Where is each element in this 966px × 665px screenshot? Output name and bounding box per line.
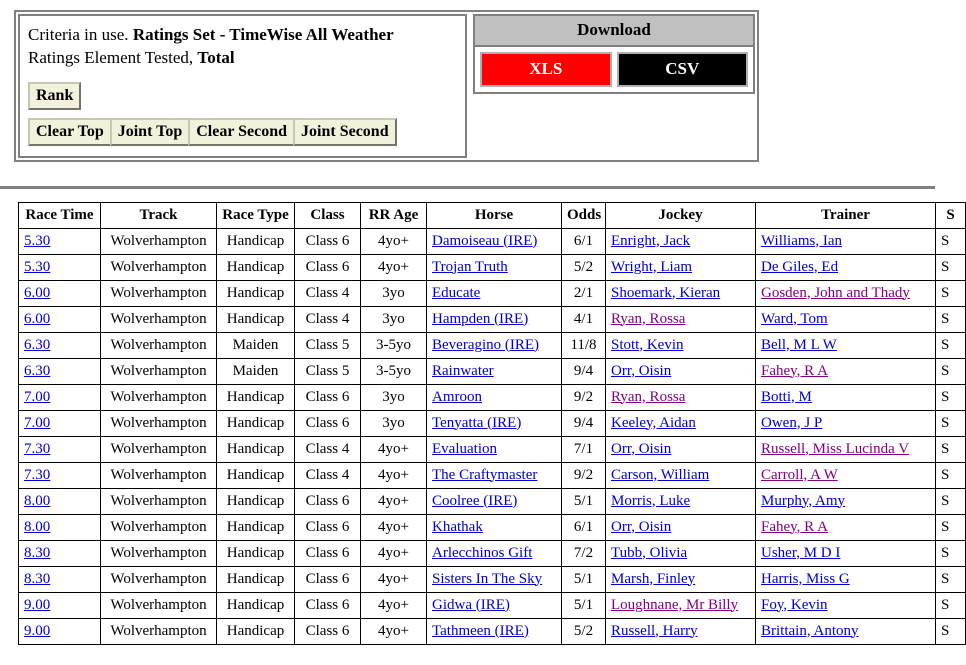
race-type-cell: Handicap [217,463,295,489]
class-cell: Class 4 [295,437,361,463]
jockey-link[interactable]: Morris, Luke [611,492,691,509]
race-time-link[interactable]: 7.30 [24,440,51,457]
odds-cell: 6/1 [562,515,606,541]
race-time-cell [19,333,101,359]
race-time-cell [19,229,101,255]
track-cell: Wolverhampton [101,619,217,645]
race-time-link[interactable]: 8.00 [24,492,51,509]
extra-cell: S [936,229,966,255]
class-cell: Class 4 [295,463,361,489]
extra-cell: S [936,281,966,307]
trainer-link[interactable]: Harris, Miss G [761,570,850,587]
race-type-cell: Handicap [217,411,295,437]
race-type-cell: Maiden [217,359,295,385]
race-time-link[interactable]: 5.30 [24,232,51,249]
header-track[interactable]: Track [101,203,217,229]
rr-age-cell: 4yo+ [361,463,427,489]
rr-age-cell: 3-5yo [361,359,427,385]
results-table-container [18,202,955,645]
header-jockey[interactable]: Jockey [606,203,756,229]
jockey-link[interactable]: Shoemark, Kieran [611,284,721,301]
jockey-link[interactable]: Keeley, Aidan [611,414,696,431]
horse-cell [427,281,562,307]
header-rr-age[interactable]: RR Age [361,203,427,229]
race-time-cell [19,385,101,411]
race-time-cell [19,463,101,489]
race-time-cell [19,593,101,619]
header-odds[interactable]: Odds [562,203,606,229]
table-row [19,515,966,541]
odds-cell: 5/2 [562,255,606,281]
clear-top-button[interactable]: Clear Top [28,118,112,146]
extra-cell: S [936,489,966,515]
race-type-cell: Handicap [217,281,295,307]
race-type-cell: Handicap [217,515,295,541]
horse-link[interactable]: Tathmeen (IRE) [432,622,529,639]
trainer-cell [756,281,936,307]
odds-cell: 2/1 [562,281,606,307]
joint-top-button[interactable]: Joint Top [110,118,190,146]
track-cell: Wolverhampton [101,541,217,567]
race-time-cell [19,541,101,567]
race-time-cell [19,359,101,385]
odds-cell: 5/1 [562,567,606,593]
table-row [19,593,966,619]
race-time-cell [19,515,101,541]
track-cell: Wolverhampton [101,463,217,489]
trainer-cell [756,463,936,489]
class-cell: Class 6 [295,411,361,437]
odds-cell: 5/1 [562,593,606,619]
jockey-link[interactable]: Enright, Jack [611,232,691,249]
track-cell: Wolverhampton [101,281,217,307]
rr-age-cell: 4yo+ [361,255,427,281]
jockey-cell [606,385,756,411]
trainer-link[interactable]: Foy, Kevin [761,596,828,613]
rr-age-cell: 3yo [361,307,427,333]
race-time-cell [19,489,101,515]
extra-cell: S [936,567,966,593]
horse-cell [427,307,562,333]
table-header-row [19,203,966,229]
trainer-link[interactable]: Bell, M L W [761,336,837,353]
extra-cell: S [936,593,966,619]
jockey-cell [606,541,756,567]
trainer-link[interactable]: Brittain, Antony [761,622,859,639]
extra-cell: S [936,255,966,281]
trainer-cell [756,255,936,281]
rr-age-cell: 3yo [361,281,427,307]
class-cell: Class 6 [295,489,361,515]
trainer-cell [756,541,936,567]
table-row [19,333,966,359]
trainer-link[interactable]: Owen, J P [761,414,823,431]
horse-link[interactable]: Educate [432,284,481,301]
trainer-cell [756,437,936,463]
download-title: Download [475,16,753,47]
race-type-cell: Handicap [217,229,295,255]
horse-cell [427,593,562,619]
download-panel [473,14,755,94]
rr-age-cell: 3yo [361,411,427,437]
track-cell: Wolverhampton [101,567,217,593]
table-row [19,437,966,463]
horse-cell [427,489,562,515]
race-time-link[interactable]: 8.00 [24,518,51,535]
race-time-link[interactable]: 6.30 [24,362,51,379]
criteria-element-prefix: Ratings Element Tested, [28,47,194,67]
race-time-link[interactable]: 7.30 [24,466,51,483]
class-cell: Class 6 [295,255,361,281]
trainer-link[interactable]: De Giles, Ed [761,258,839,275]
horse-cell [427,385,562,411]
horse-link[interactable]: Tenyatta (IRE) [432,414,522,431]
horse-link[interactable]: Rainwater [432,362,494,379]
rr-age-cell: 4yo+ [361,489,427,515]
table-row [19,411,966,437]
rr-age-cell: 4yo+ [361,437,427,463]
header-class[interactable]: Class [295,203,361,229]
odds-cell: 9/2 [562,385,606,411]
rr-age-cell: 4yo+ [361,567,427,593]
trainer-cell [756,619,936,645]
header-race-type[interactable]: Race Type [217,203,295,229]
table-row [19,567,966,593]
table-row [19,541,966,567]
jockey-link[interactable]: Wright, Liam [611,258,693,275]
track-cell: Wolverhampton [101,333,217,359]
race-type-cell: Handicap [217,307,295,333]
extra-cell: S [936,515,966,541]
race-time-cell [19,307,101,333]
jockey-cell [606,229,756,255]
jockey-cell [606,489,756,515]
odds-cell: 9/2 [562,463,606,489]
joint-second-button[interactable]: Joint Second [293,118,397,146]
horse-link[interactable]: Trojan Truth [432,258,508,275]
jockey-cell [606,515,756,541]
table-row [19,463,966,489]
race-time-link[interactable]: 6.30 [24,336,51,353]
odds-cell: 9/4 [562,411,606,437]
race-type-cell: Handicap [217,437,295,463]
trainer-link[interactable]: Williams, Ian [761,232,843,249]
horse-cell [427,333,562,359]
jockey-cell [606,463,756,489]
track-cell: Wolverhampton [101,385,217,411]
horse-cell [427,619,562,645]
rank-filter-buttons [28,118,457,146]
jockey-link[interactable]: Orr, Oisin [611,362,672,379]
clear-second-button[interactable]: Clear Second [188,118,295,146]
race-time-cell [19,411,101,437]
race-type-cell: Handicap [217,489,295,515]
track-cell: Wolverhampton [101,359,217,385]
track-cell: Wolverhampton [101,489,217,515]
rr-age-cell: 3yo [361,385,427,411]
section-divider [0,186,935,189]
header-extra[interactable]: S [936,203,966,229]
extra-cell: S [936,619,966,645]
extra-cell: S [936,333,966,359]
horse-cell [427,359,562,385]
race-type-cell: Maiden [217,333,295,359]
jockey-cell [606,255,756,281]
track-cell: Wolverhampton [101,307,217,333]
trainer-link[interactable]: Fahey, R A [761,362,828,379]
horse-cell [427,567,562,593]
jockey-cell [606,411,756,437]
horse-cell [427,515,562,541]
race-time-cell [19,281,101,307]
download-buttons [475,47,753,92]
rr-age-cell: 4yo+ [361,229,427,255]
table-row [19,619,966,645]
header-race-time[interactable]: Race Time [19,203,101,229]
horse-cell [427,255,562,281]
trainer-cell [756,307,936,333]
class-cell: Class 6 [295,385,361,411]
race-type-cell: Handicap [217,385,295,411]
horse-link[interactable]: Damoiseau (IRE) [432,232,538,249]
jockey-link[interactable]: Loughnane, Mr Billy [611,596,739,613]
track-cell: Wolverhampton [101,229,217,255]
race-type-cell: Handicap [217,255,295,281]
race-time-link[interactable]: 9.00 [24,596,51,613]
rr-age-cell: 4yo+ [361,541,427,567]
horse-cell [427,411,562,437]
horse-link[interactable]: Hampden (IRE) [432,310,529,327]
class-cell: Class 4 [295,281,361,307]
rank-button[interactable]: Rank [28,82,81,110]
odds-cell: 7/2 [562,541,606,567]
race-time-link[interactable]: 7.00 [24,414,51,431]
rr-age-cell: 4yo+ [361,619,427,645]
trainer-link[interactable]: Usher, M D I [761,544,841,561]
download-xls-button[interactable]: XLS [480,52,612,87]
race-type-cell: Handicap [217,567,295,593]
jockey-cell [606,281,756,307]
race-time-cell [19,619,101,645]
race-time-link[interactable]: 6.00 [24,310,51,327]
trainer-link[interactable]: Fahey, R A [761,518,828,535]
jockey-link[interactable]: Ryan, Rossa [611,310,686,327]
table-row [19,281,966,307]
jockey-link[interactable]: Marsh, Finley [611,570,696,587]
jockey-cell [606,359,756,385]
class-cell: Class 6 [295,619,361,645]
jockey-link[interactable]: Stott, Kevin [611,336,684,353]
extra-cell: S [936,307,966,333]
table-row [19,307,966,333]
class-cell: Class 6 [295,229,361,255]
odds-cell: 7/1 [562,437,606,463]
race-time-link[interactable]: 5.30 [24,258,51,275]
horse-link[interactable]: The Craftymaster [432,466,538,483]
trainer-cell [756,333,936,359]
trainer-cell [756,411,936,437]
trainer-link[interactable]: Ward, Tom [761,310,828,327]
trainer-link[interactable]: Murphy, Amy [761,492,846,509]
jockey-link[interactable]: Russell, Harry [611,622,698,639]
horse-link[interactable]: Gidwa (IRE) [432,596,510,613]
criteria-box [18,14,467,158]
table-row [19,229,966,255]
class-cell: Class 5 [295,333,361,359]
criteria-element-value: Total [197,47,235,67]
table-row [19,385,966,411]
trainer-cell [756,229,936,255]
extra-cell: S [936,359,966,385]
rr-age-cell: 4yo+ [361,593,427,619]
class-cell: Class 6 [295,567,361,593]
race-time-link[interactable]: 8.30 [24,544,51,561]
trainer-cell [756,385,936,411]
header-trainer[interactable]: Trainer [756,203,936,229]
jockey-link[interactable]: Ryan, Rossa [611,388,686,405]
jockey-cell [606,333,756,359]
trainer-cell [756,489,936,515]
race-time-link[interactable]: 7.00 [24,388,51,405]
horse-cell [427,437,562,463]
odds-cell: 4/1 [562,307,606,333]
jockey-cell [606,307,756,333]
odds-cell: 5/2 [562,619,606,645]
jockey-cell [606,619,756,645]
table-row [19,255,966,281]
download-csv-button[interactable]: CSV [617,52,749,87]
extra-cell: S [936,385,966,411]
jockey-link[interactable]: Orr, Oisin [611,440,672,457]
odds-cell: 6/1 [562,229,606,255]
horse-link[interactable]: Khathak [432,518,483,535]
horse-link[interactable]: Coolree (IRE) [432,492,518,509]
horse-cell [427,229,562,255]
race-type-cell: Handicap [217,541,295,567]
criteria-panel [14,10,759,162]
class-cell: Class 5 [295,359,361,385]
extra-cell: S [936,411,966,437]
class-cell: Class 6 [295,593,361,619]
horse-link[interactable]: Arlecchinos Gift [432,544,533,561]
trainer-cell [756,515,936,541]
class-cell: Class 6 [295,515,361,541]
race-time-link[interactable]: 8.30 [24,570,51,587]
rr-age-cell: 4yo+ [361,515,427,541]
extra-cell: S [936,437,966,463]
race-type-cell: Handicap [217,619,295,645]
table-row [19,489,966,515]
jockey-cell [606,593,756,619]
class-cell: Class 4 [295,307,361,333]
extra-cell: S [936,463,966,489]
track-cell: Wolverhampton [101,437,217,463]
criteria-line-1 [28,24,457,47]
trainer-link[interactable]: Russell, Miss Lucinda V [761,440,910,457]
rank-row [28,82,457,110]
track-cell: Wolverhampton [101,593,217,619]
odds-cell: 11/8 [562,333,606,359]
rr-age-cell: 3-5yo [361,333,427,359]
criteria-prefix: Criteria in use. [28,25,129,44]
jockey-link[interactable]: Orr, Oisin [611,518,672,535]
trainer-cell [756,567,936,593]
horse-link[interactable]: Beveragino (IRE) [432,336,540,353]
odds-cell: 5/1 [562,489,606,515]
race-time-cell [19,437,101,463]
trainer-link[interactable]: Gosden, John and Thady [761,284,910,301]
race-time-cell [19,567,101,593]
criteria-line-2 [28,47,457,70]
horse-link[interactable]: Amroon [432,388,482,405]
horse-cell [427,463,562,489]
results-table [18,202,966,645]
race-time-cell [19,255,101,281]
jockey-cell [606,567,756,593]
track-cell: Wolverhampton [101,411,217,437]
horse-link[interactable]: Evaluation [432,440,497,457]
race-time-link[interactable]: 9.00 [24,622,51,639]
track-cell: Wolverhampton [101,515,217,541]
criteria-ratings-set: Ratings Set - TimeWise All Weather [132,25,394,44]
race-time-link[interactable]: 6.00 [24,284,51,301]
horse-cell [427,541,562,567]
track-cell: Wolverhampton [101,255,217,281]
class-cell: Class 6 [295,541,361,567]
extra-cell: S [936,541,966,567]
jockey-cell [606,437,756,463]
trainer-cell [756,359,936,385]
horse-link[interactable]: Sisters In The Sky [432,570,543,587]
trainer-link[interactable]: Carroll, A W [761,466,838,483]
race-type-cell: Handicap [217,593,295,619]
trainer-link[interactable]: Botti, M [761,388,812,405]
jockey-link[interactable]: Carson, William [611,466,710,483]
trainer-cell [756,593,936,619]
odds-cell: 9/4 [562,359,606,385]
table-row [19,359,966,385]
jockey-link[interactable]: Tubb, Olivia [611,544,688,561]
header-horse[interactable]: Horse [427,203,562,229]
